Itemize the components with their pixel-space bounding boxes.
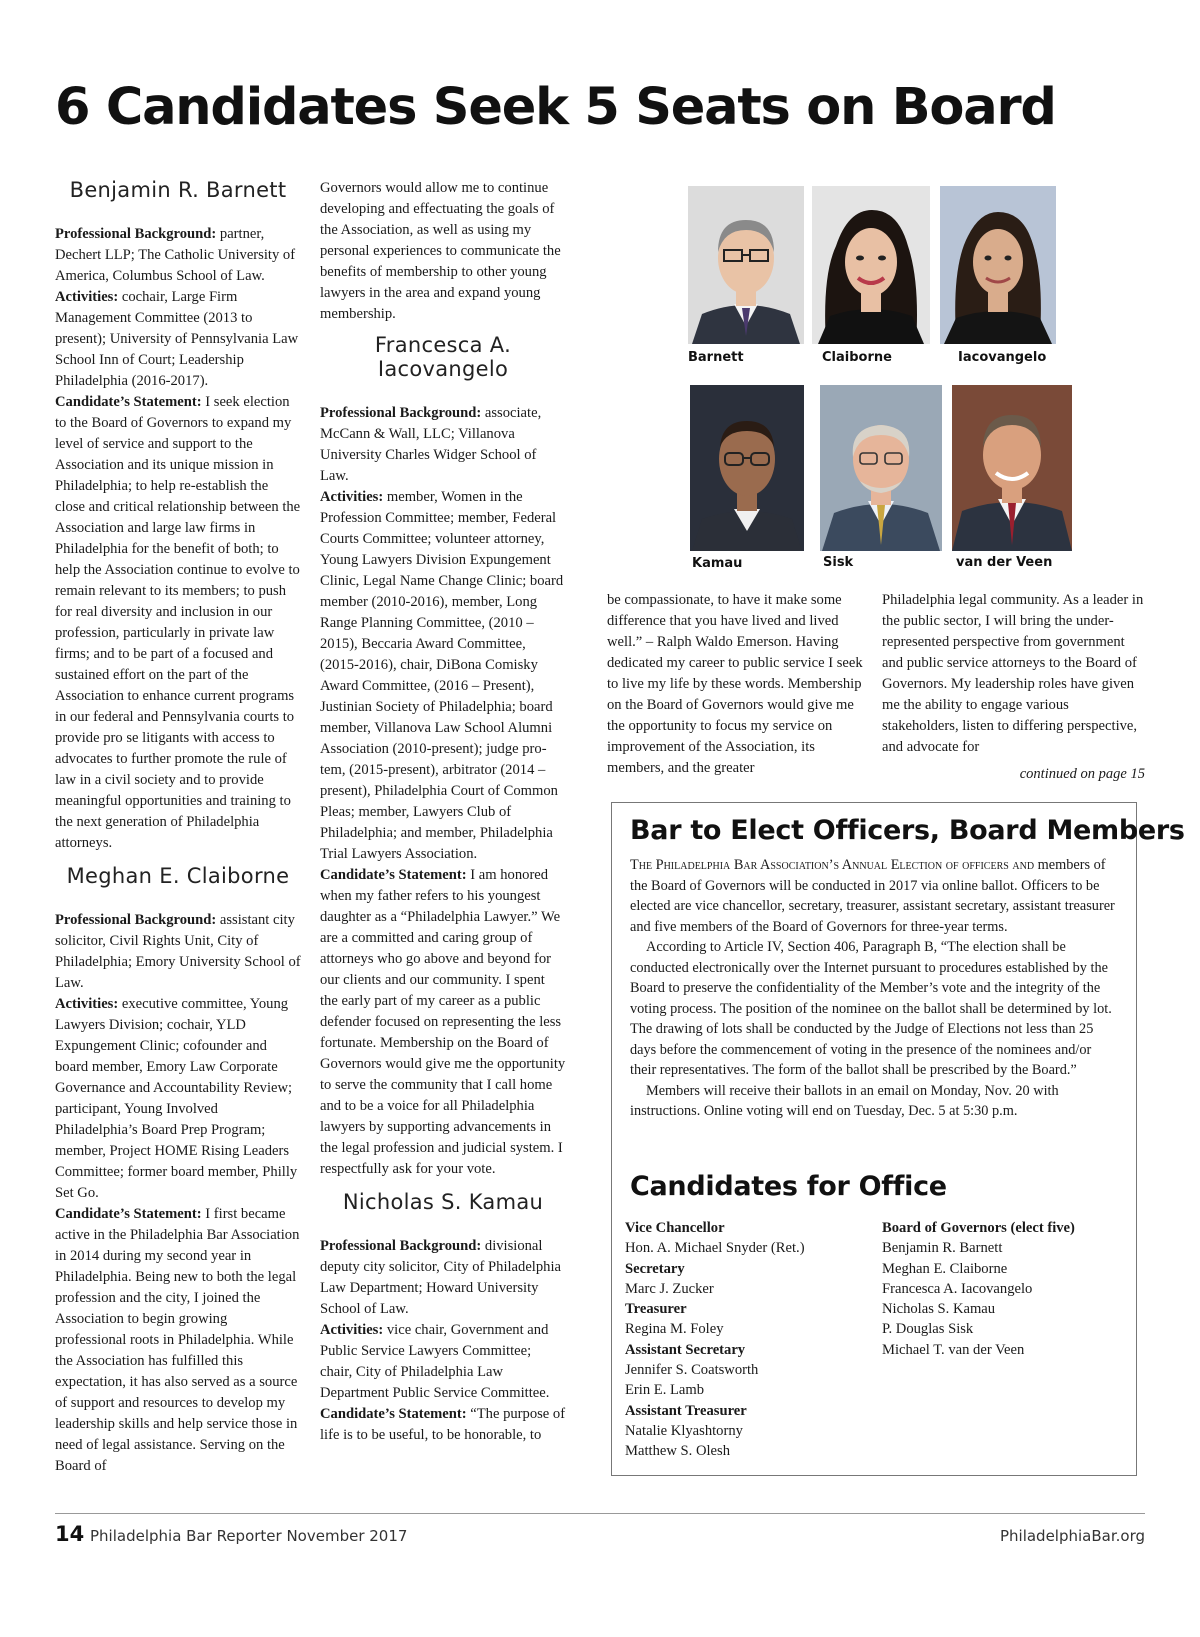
board-candidates-list xyxy=(882,1218,1122,1360)
office-name: Matthew S. Olesh xyxy=(625,1443,730,1460)
photo-sisk xyxy=(820,385,942,551)
caption-iacovangelo: Iacovangelo xyxy=(958,350,1047,365)
office-name: Natalie Klyashtorny xyxy=(625,1422,743,1439)
footer-rule xyxy=(55,1513,1145,1514)
portrait-icon xyxy=(690,385,804,551)
board-candidate: Nicholas S. Kamau xyxy=(882,1301,996,1318)
publication-name: Philadelphia Bar Reporter November 2017 xyxy=(90,1527,408,1545)
election-lead: The Philadelphia Bar Association’s Annual Election of officers and xyxy=(630,857,1035,873)
office-name: Jennifer S. Coatsworth xyxy=(625,1362,759,1379)
board-candidate: P. Douglas Sisk xyxy=(882,1321,974,1338)
iacovangelo-statement: Candidate’s Statement: I am honored when my father refers to his youngest daughter as a “Philadelphia Lawyer.” We are a committed and caring group of attorneys who go above and beyond for our clients and our community. I spent the early part of my career as a public defender focused on representing the less fortunate. Membership on the Board of Governors would give me the opportunity to serve the community that I call home and to be a voice for all Philadelphia lawyers by supporting advancements in the legal profession and judicial system. I respectfully ask for your vote. xyxy=(320,867,566,1177)
election-title: Bar to Elect Officers, Board Members xyxy=(630,815,1185,846)
kamau-background: Professional Background: divisional deputy city solicitor, City of Philadelphia Law Department; Howard University School of Law. xyxy=(320,1238,561,1317)
caption-barnett: Barnett xyxy=(688,350,744,365)
caption-claiborne: Claiborne xyxy=(822,350,892,365)
photo-claiborne xyxy=(812,186,930,344)
headline: 6 Candidates Seek 5 Seats on Board xyxy=(55,78,1056,137)
election-text: The Philadelphia Bar Association’s Annual Election of officers and members of the Board of Governors will be conducted in 2017 via online ballot. Officers to be elected are vice chancellor, secretary, treasurer, assistant secretary, assistant treasurer and five members of the Board of Governors for three-year terms. According to Article IV, Section 406, Paragraph B, “The election shall be conducted electronically over the Internet pursuant to procedures established by the Board to preserve the confidentiality of the Member’s vote and the integrity of the voting process. The position of the nominee on the ballot shall be determined by lot. The drawing of lots shall be conducted by the Judge of Elections not less than 25 days before the commencement of voting in the presence of the nominees and/or their representatives. The form of the ballot shall be prescribed by the Board.” Members will receive their ballots in an email on Monday, Nov. 20 with instructions. Online voting will end on Tuesday, Dec. 5 at 5:30 p.m. xyxy=(630,855,1118,1122)
candidate-name-claiborne: Meghan E. Claiborne xyxy=(66,864,290,888)
page-number: 14 xyxy=(55,1522,85,1546)
caption-sisk: Sisk xyxy=(823,555,854,570)
iacovangelo-background: Professional Background: associate, McCann & Wall, LLC; Villanova University Charles Widger School of Law. xyxy=(320,405,542,484)
barnett-background: Professional Background: partner, Dechert LLP; The Catholic University of America, Columbus School of Law. xyxy=(55,226,296,284)
candidate-name-iacovangelo: Francesca A. Iacovangelo xyxy=(374,333,512,381)
candidate-name-kamau: Nicholas S. Kamau xyxy=(342,1190,544,1214)
portrait-icon xyxy=(820,385,942,551)
kamau-statement-continued-2: Philadelphia legal community. As a leader in the public sector, I will bring the under-represented perspective from government and public service attorneys to the Board of Governors. My leadership roles have given me the ability to engage various stakeholders, listen to differing perspective, and advocate for xyxy=(882,592,1144,755)
office-assistant-treasurer: Assistant Treasurer xyxy=(625,1402,747,1419)
caption-kamau: Kamau xyxy=(692,556,743,571)
election-para-2: According to Article IV, Section 406, Paragraph B, “The election shall be conducted electronically over the Internet pursuant to procedures established by the Board to preserve the confidentiality of the Member’s vote and the integrity of the voting process. The position of the nominee on the ballot shall be determined by lot. The drawing of lots shall be conducted by the Judge of Elections not less than 25 days before the commencement of voting in the presence of the nominees and/or their representatives. The form of the ballot shall be prescribed by the Board.” xyxy=(630,939,1112,1078)
office-treasurer: Treasurer xyxy=(625,1301,687,1318)
claiborne-activities: Activities: executive committee, Young Lawyers Division; cochair, YLD Expungement Clinic; cofounder and board member, Emory Law Corporate Governance and Accountability Review; participant, Young Involved Philadelphia’s Board Prep Program; member, Project HOME Rising Leaders Committee; former board member, Philly Set Go. xyxy=(55,996,298,1201)
caption-van-der-veen: van der Veen xyxy=(956,555,1053,570)
election-box xyxy=(611,802,1185,1476)
portrait-icon xyxy=(952,385,1072,551)
kamau-statement-continued-1: be compassionate, to have it make some difference that you have lived and lived well.” – Ralph Waldo Emerson. Having dedicated my career to public service I seek to live my life by these words. Membership on the Board of Governors would give me the opportunity to focus my service on improvement of the Association, its members, and the greater xyxy=(607,592,863,776)
iacovangelo-activities: Activities: member, Women in the Profession Committee; member, Federal Courts Committee; volunteer attorney, Young Lawyers Division Expungement Clinic, Legal Name Change Clinic; board member (2010-2016), member, Long Range Planning Committee, (2010 – 2015), Beccaria Award Committee, (2015-2016), chair, DiBona Comisky Award Committee, (2016 – Present), Justinian Society of Philadelphia; board member, Villanova Law School Alumni Association (2010-present); judge pro-tem, (2015-present), arbitrator (2014 – present), Philadelphia Court of Common Pleas; member, Lawyers Club of Philadelphia; and member, Philadelphia Trial Lawyers Association. xyxy=(320,489,564,862)
website-link[interactable]: PhiladelphiaBar.org xyxy=(999,1527,1145,1545)
claiborne-statement: Candidate’s Statement: I first became active in the Philadelphia Bar Association in 2014 during my second year in Philadelphia. Being new to both the legal profession and the city, I joined the Association to begin growing professional roots in Philadelphia. While the Association has fulfilled this expectation, it has also served as a source of support and resources to develop my leadership skills and help service those in need of legal assistance. Serving on the Board of xyxy=(55,1206,300,1474)
office-board-of-governors: Board of Governors (elect five) xyxy=(882,1220,1075,1236)
office-secretary: Secretary xyxy=(625,1260,685,1277)
board-candidate: Michael T. van der Veen xyxy=(882,1341,1025,1358)
election-para-3: Members will receive their ballots in an email on Monday, Nov. 20 with instructions. Online voting will end on Tuesday, Dec. 5 at 5:30 p.m. xyxy=(630,1082,1059,1119)
candidate-name-barnett: Benjamin R. Barnett xyxy=(69,178,287,202)
photo-van-der-veen xyxy=(952,385,1072,551)
kamau-activities: Activities: vice chair, Government and Public Service Lawyers Committee; chair, City of Philadelphia Law Department Public Service Committee. xyxy=(320,1322,550,1401)
portrait-icon xyxy=(688,186,804,344)
office-vice-chancellor: Vice Chancellor xyxy=(625,1220,725,1236)
office-name: Regina M. Foley xyxy=(625,1321,724,1338)
office-assistant-secretary: Assistant Secretary xyxy=(625,1341,746,1358)
portrait-icon xyxy=(812,186,930,344)
office-name: Erin E. Lamb xyxy=(625,1382,705,1399)
office-name: Marc J. Zucker xyxy=(625,1280,714,1297)
continued-on-page-link[interactable]: continued on page 15 xyxy=(1019,766,1145,782)
portrait-icon xyxy=(940,186,1056,344)
column-1 xyxy=(55,178,301,1477)
photo-kamau xyxy=(690,385,804,551)
office-name: Hon. A. Michael Snyder (Ret.) xyxy=(625,1240,805,1257)
board-candidate: Francesca A. Iacovangelo xyxy=(882,1280,1033,1297)
barnett-statement: Candidate’s Statement: I seek election to the Board of Governors to expand my level of service and support to the Association and its unique mission in Philadelphia; to help re-establish the close and critical relationship between the Association and large law firms in Philadelphia for the benefit of both; to help the Association continue to evolve to remain relevant to its members; to push for real diversity and inclusion in our profession, particularly in private law firms; and to be part of a focused and sustained effort on the part of the Association to enhance current programs in our federal and Pennsylvania courts to provide pro se litigants with access to advocates to further promote the rule of law in a civil society and to provide meaningful opportunities and training to the next generation of Philadelphia attorneys. xyxy=(55,394,301,851)
claiborne-statement-continued: Governors would allow me to continue developing and effectuating the goals of the Association, as well as using my personal experiences to communicate the benefits of membership to other young lawyers in the area and expand young membership. xyxy=(320,180,561,322)
barnett-activities: Activities: cochair, Large Firm Management Committee (2013 to present); University of Pennsylvania Law School Inn of Court; Leadership Philadelphia (2016-2017). xyxy=(55,289,299,389)
photo-iacovangelo xyxy=(940,186,1056,344)
photo-barnett xyxy=(688,186,804,344)
claiborne-background: Professional Background: assistant city solicitor, Civil Rights Unit, City of Philadelphia; Emory University School of Law. xyxy=(55,912,301,991)
kamau-statement: Candidate’s Statement: “The purpose of life is to be useful, to be honorable, to xyxy=(320,1406,566,1443)
candidates-for-office-title: Candidates for Office xyxy=(630,1171,947,1202)
column-2 xyxy=(320,178,566,1446)
board-candidate: Benjamin R. Barnett xyxy=(882,1240,1003,1257)
board-candidate: Meghan E. Claiborne xyxy=(882,1260,1008,1277)
officer-candidates-list xyxy=(625,1218,865,1462)
